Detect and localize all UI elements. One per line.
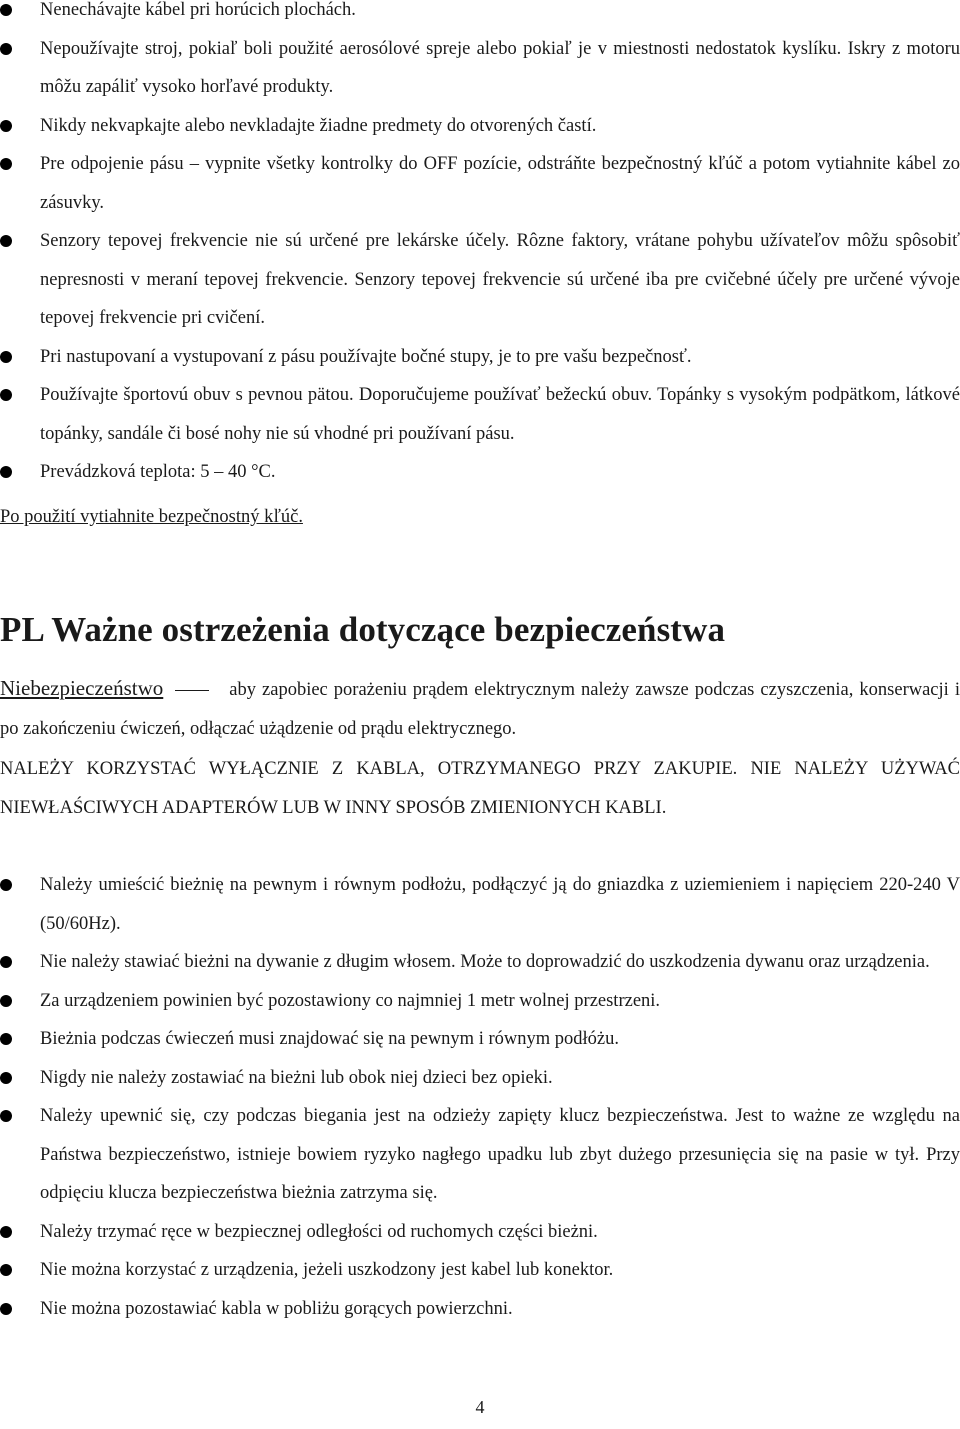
list-item-text: Należy trzymać ręce w bezpiecznej odległości od ruchomych części bieżni. <box>40 1221 598 1242</box>
list-item-text: Nie można pozostawiać kabla w pobliżu gorących powierzchni. <box>40 1298 513 1319</box>
list-item-text: Nie należy stawiać bieżni na dywanie z długim włosem. Może to doprowadzić do uszkodzenia dywanu oraz urządzenia. <box>40 952 930 972</box>
cable-warning-paragraph: NALEŻY KORZYSTAĆ WYŁĄCZNIE Z KABLA, OTRZYMANEGO PRZY ZAKUPIE. NIE NALEŻY UŻYWAĆ NIEWŁAŚCIWYCH ADAPTERÓW LUB W INNY SPOSÓB ZMIENIONYCH KABLI. <box>0 759 960 818</box>
list-item-text: Nie można korzystać z urządzenia, jeżeli uszkodzony jest kabel lub konektor. <box>40 1260 614 1280</box>
list-item-text: Senzory tepovej frekvencie nie sú určené pre lekárske účely. Rôzne faktory, vrátane pohybu užívateľov môžu spôsobiť nepresnosti v meraní tepovej frekvencie. Senzory tepovej frekvencie sú určené iba pre cvičebné účely pre určené vývoje tepovej frekvencie pri cvičení. <box>40 231 960 328</box>
list-item-text: Należy umieścić bieżnię na pewnym i równym podłożu, podłączyć ją do gniazdka z uziemieniem i napięciem 220-240 V (50/60Hz). <box>40 875 960 934</box>
list-item <box>0 107 960 146</box>
list-item-text: Nenechávajte kábel pri horúcich plochách. <box>40 0 356 20</box>
list-item-text: Nikdy nekvapkajte alebo nevkladajte žiadne predmety do otvorených častí. <box>40 115 597 136</box>
list-item <box>0 1097 960 1213</box>
safety-key-note: Po použití vytiahnite bezpečnostný kľúč. <box>0 507 303 527</box>
list-item-text: Pri nastupovaní a vystupovaní z pásu používajte bočné stupy, je to pre vašu bezpečnosť. <box>40 346 692 367</box>
list-item <box>0 30 960 107</box>
bullet-dot-icon <box>0 43 12 55</box>
bullet-dot-icon <box>0 1072 12 1084</box>
list-item-text: Používajte športovú obuv s pevnou pätou. Doporučujeme používať bežeckú obuv. Topánky s vysokým podpätkom, látkové topánky, sandále či bosé nohy nie sú vhodné pri používaní pásu. <box>40 385 960 444</box>
list-item-text: Nigdy nie należy zostawiać na bieżni lub obok niej dzieci bez opieki. <box>40 1067 553 1088</box>
danger-paragraph <box>0 669 960 748</box>
polish-section-heading: PL Ważne ostrzeżenia dotyczące bezpieczeństwa <box>0 610 726 649</box>
list-item-text: Prevádzková teplota: 5 – 40 °C. <box>40 462 276 482</box>
bullet-dot-icon <box>0 1226 12 1238</box>
bullet-dot-icon <box>0 120 12 132</box>
bullet-dot-icon <box>0 1303 12 1315</box>
list-item <box>0 943 960 982</box>
list-item <box>0 145 960 222</box>
danger-text: aby zapobiec porażeniu prądem elektrycznym należy zawsze podczas czyszczenia, konserwacji i po zakończeniu ćwiczeń, odłączać użądzenie od prądu elektrycznego. <box>0 680 960 739</box>
slovak-bullet-list <box>0 0 960 492</box>
bullet-dot-icon <box>0 879 12 891</box>
polish-bullet-list <box>0 866 960 1328</box>
dash-divider <box>175 690 209 691</box>
list-item-text: Nepoužívajte stroj, pokiaľ boli použité aerosólové spreje alebo pokiaľ je v miestnosti nedostatok kyslíku. Iskry z motoru môžu zapáliť vysoko horľavé produkty. <box>40 38 960 97</box>
list-item <box>0 982 960 1021</box>
list-item-text: Za urządzeniem powinien być pozostawiony co najmniej 1 metr wolnej przestrzeni. <box>40 990 661 1011</box>
list-item-text: Bieżnia podczas ćwieczeń musi znajdować się na pewnym i równym podłóżu. <box>40 1029 619 1049</box>
bullet-dot-icon <box>0 389 12 401</box>
bullet-dot-icon <box>0 351 12 363</box>
bullet-dot-icon <box>0 4 12 16</box>
list-item <box>0 222 960 338</box>
bullet-dot-icon <box>0 1033 12 1045</box>
page-number: 4 <box>475 1397 485 1417</box>
bullet-dot-icon <box>0 956 12 968</box>
bullet-dot-icon <box>0 235 12 247</box>
bullet-dot-icon <box>0 466 12 478</box>
danger-label: Niebezpieczeństwo <box>0 676 164 700</box>
list-item-text: Pre odpojenie pásu – vypnite všetky kontrolky do OFF pozície, odstráňte bezpečnostný kľúč a potom vytiahnite kábel zo zásuvky. <box>40 154 960 213</box>
list-item <box>0 1059 960 1098</box>
list-item <box>0 1251 960 1290</box>
list-item <box>0 453 960 492</box>
list-item <box>0 1213 960 1252</box>
list-item <box>0 1020 960 1059</box>
bullet-dot-icon <box>0 1110 12 1122</box>
list-item <box>0 338 960 377</box>
list-item <box>0 866 960 943</box>
list-item <box>0 376 960 453</box>
list-item <box>0 0 960 30</box>
bullet-dot-icon <box>0 1264 12 1276</box>
list-item <box>0 1290 960 1329</box>
bullet-dot-icon <box>0 995 12 1007</box>
polish-warnings-section <box>0 866 960 1328</box>
bullet-dot-icon <box>0 158 12 170</box>
list-item-text: Należy upewnić się, czy podczas biegania jest na odzieży zapięty klucz bezpieczeństwa. Jest to ważne ze względu na Państwa bezpieczeństwo, istnieje bowiem ryzyko nagłego upadku lub zbyt dużego przesunięcia się na pasie w tył. Przy odpięciu klucza bezpieczeństwa bieżnia zatrzyma się. <box>40 1106 960 1203</box>
slovak-warnings-section <box>0 0 960 492</box>
